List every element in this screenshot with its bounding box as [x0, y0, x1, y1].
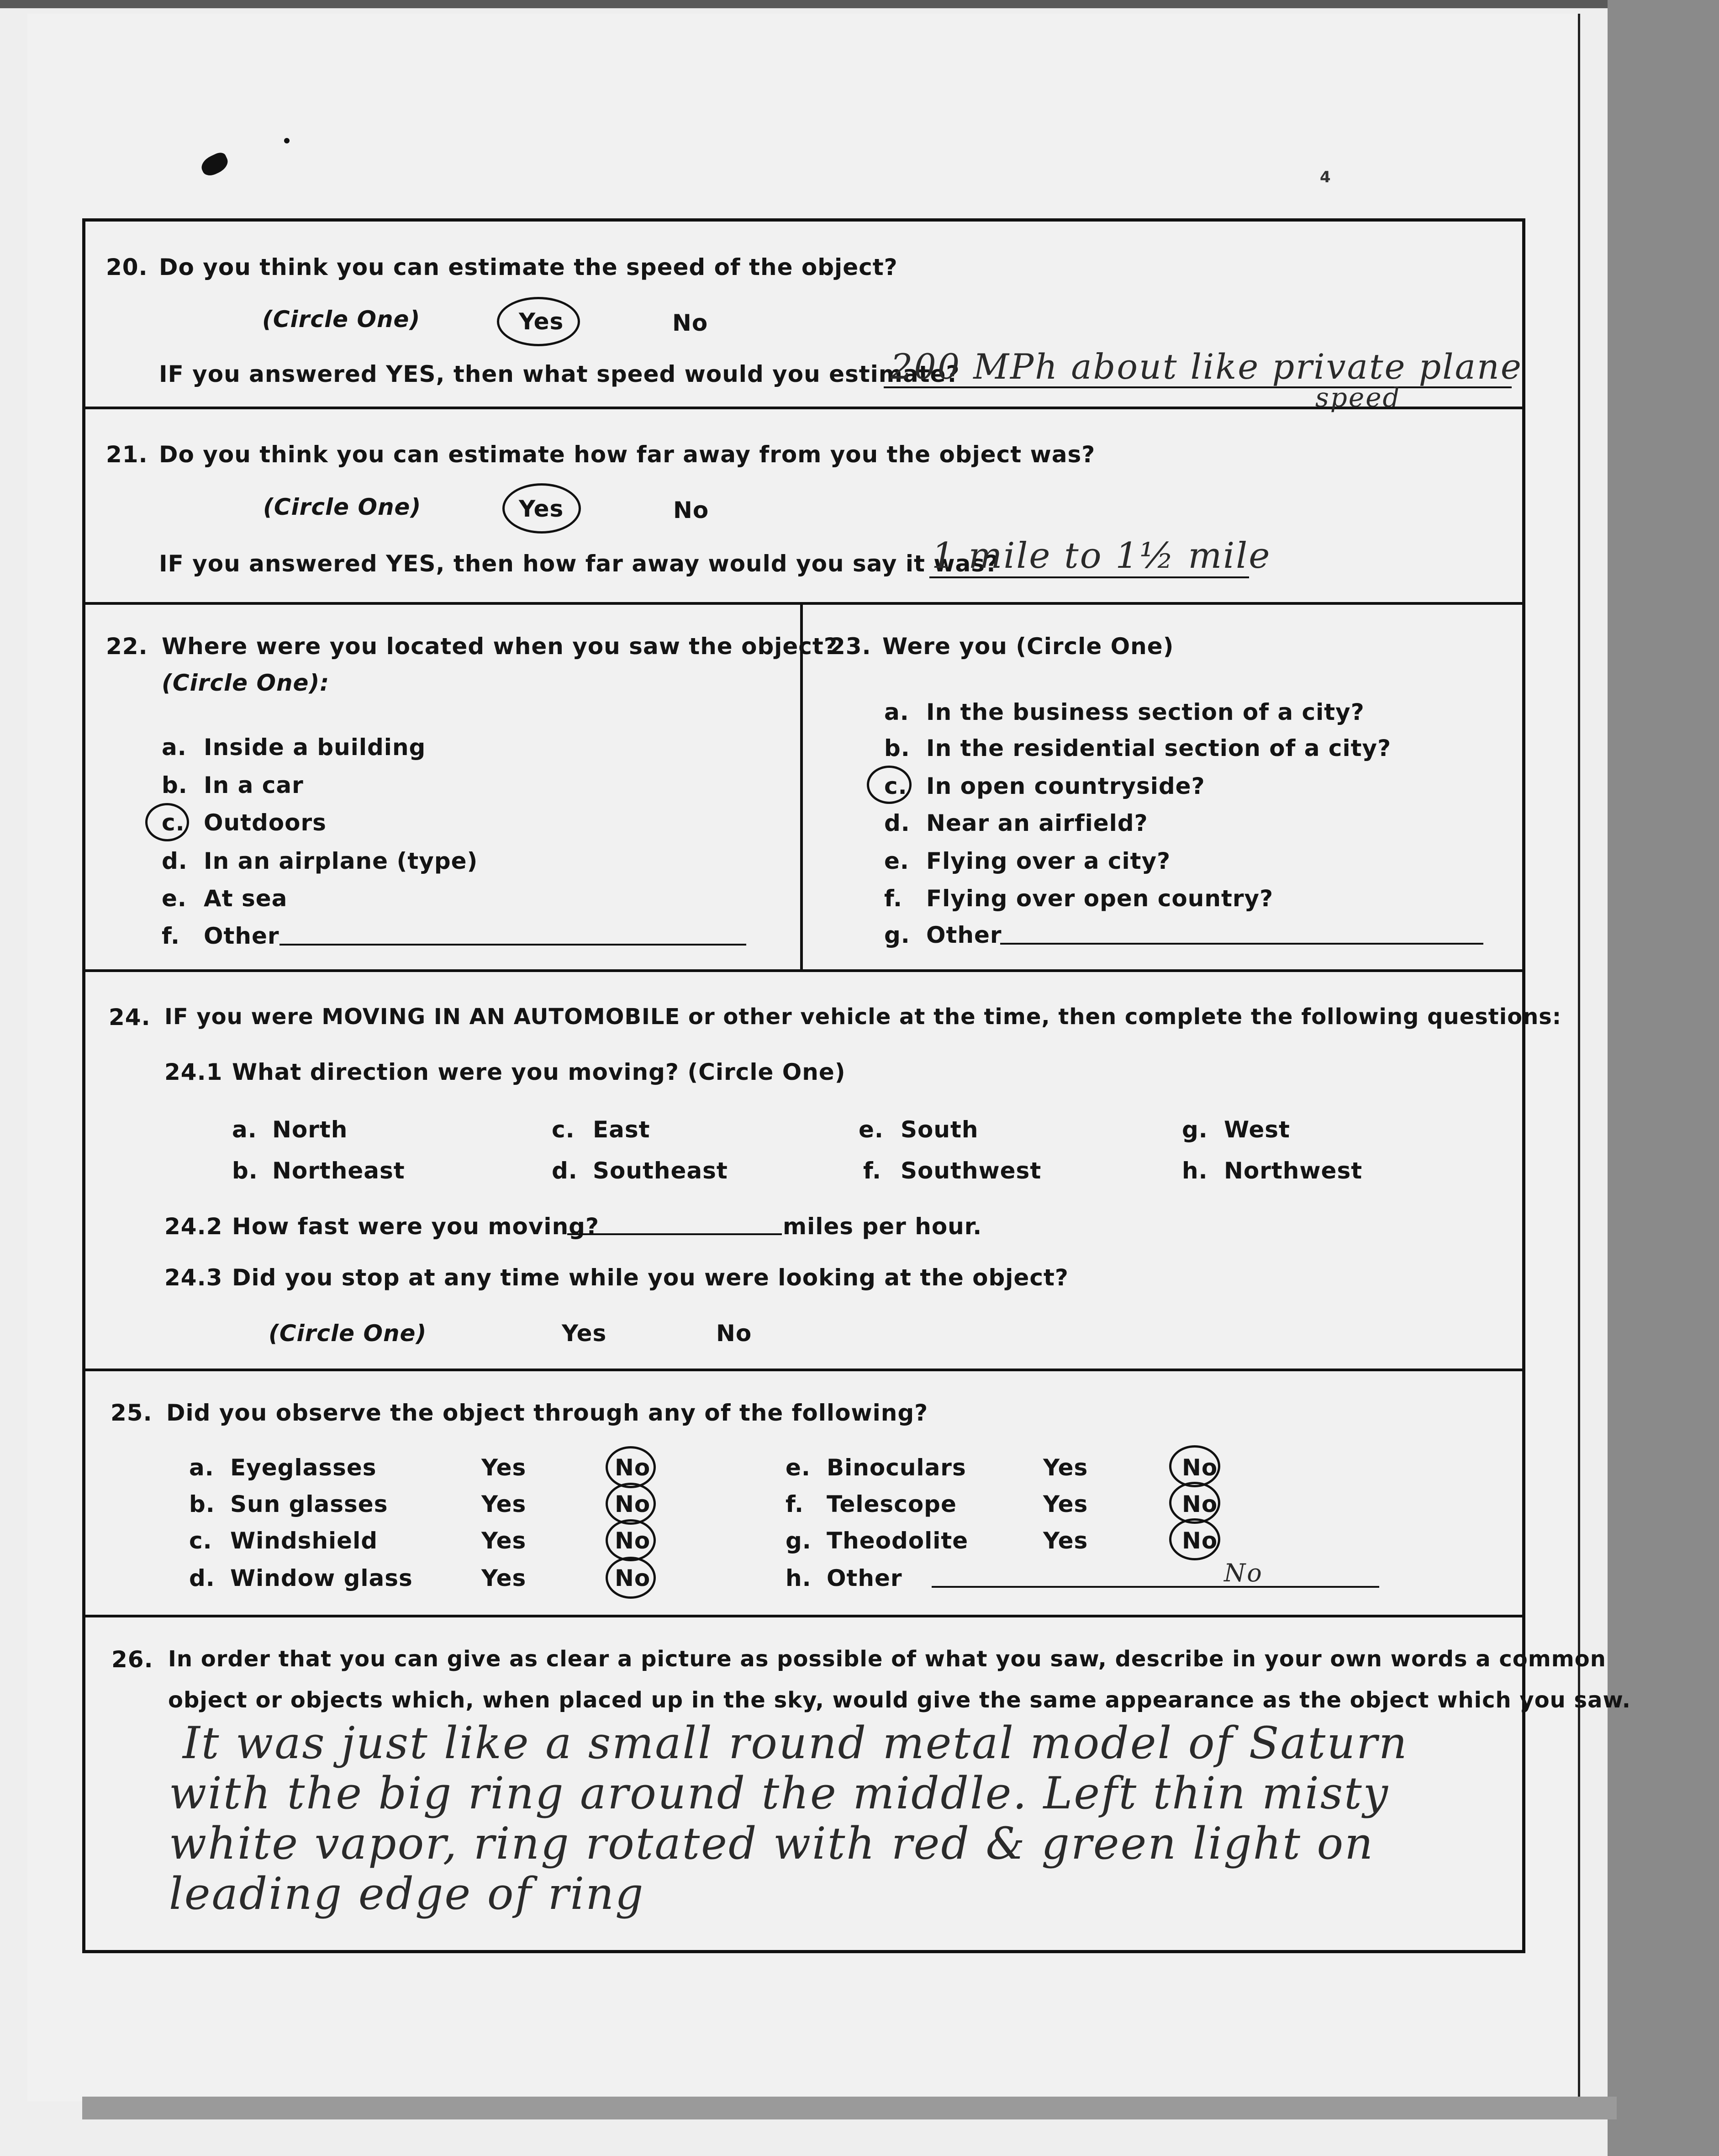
q20-circle-one: (Circle One): [262, 306, 421, 333]
q21-circle-one: (Circle One): [263, 494, 422, 520]
q25-eyeglasses: Eyeglasses: [230, 1454, 377, 1481]
q25-e-letter: e.: [786, 1454, 811, 1481]
q21-question: Do you think you can estimate how far away from you the object was?: [159, 441, 1096, 468]
q26-answer-line-1: It was just like a small round metal model of Saturn: [183, 1717, 1408, 1769]
q22-option-b[interactable]: In a car: [204, 772, 304, 798]
q25-d-letter: d.: [189, 1565, 215, 1591]
q25-number: 25.: [111, 1400, 153, 1426]
q20-answer: 200 MPh about like private plane: [891, 346, 1523, 387]
q23-option-d[interactable]: Near an airfield?: [926, 810, 1148, 836]
q24-3-number: 24.3: [164, 1264, 223, 1291]
q25-windshield: Windshield: [230, 1527, 378, 1554]
divider-23-24: [82, 969, 1525, 972]
q21-answer: 1 mile to 1½ mile: [932, 535, 1271, 576]
q25-f-letter: f.: [786, 1491, 804, 1517]
dir-d-letter: d.: [552, 1157, 578, 1184]
q25-c-no-circle: [606, 1519, 656, 1561]
q25-c-yes[interactable]: Yes: [481, 1527, 527, 1554]
q25-f-no[interactable]: No: [1182, 1491, 1218, 1517]
q24-3-question: Did you stop at any time while you were looking at the object?: [232, 1264, 1069, 1291]
q24-2-unit: miles per hour.: [783, 1213, 982, 1240]
q23-option-f-letter: f.: [884, 885, 903, 912]
q25-f-yes[interactable]: Yes: [1043, 1491, 1088, 1517]
dir-southeast[interactable]: Southeast: [593, 1157, 728, 1184]
q25-c-no[interactable]: No: [615, 1527, 651, 1554]
q25-other-answer: No: [1224, 1559, 1263, 1587]
q26-answer-line-3: white vapor, ring rotated with red & green light on: [169, 1818, 1375, 1869]
q25-e-no[interactable]: No: [1182, 1454, 1218, 1481]
q21-yes[interactable]: Yes: [519, 496, 564, 522]
dir-east[interactable]: East: [593, 1116, 650, 1143]
q25-e-no-circle: [1169, 1445, 1220, 1487]
q20-question: Do you think you can estimate the speed of the object?: [159, 254, 898, 280]
scan-top-edge: [0, 0, 1719, 8]
q25-a-letter: a.: [189, 1454, 214, 1481]
dir-south[interactable]: South: [901, 1116, 979, 1143]
q23-option-c[interactable]: In open countryside?: [926, 773, 1205, 799]
ink-dot: [284, 138, 290, 143]
q23-option-b-letter: b.: [884, 735, 910, 761]
q20-yes[interactable]: Yes: [519, 308, 564, 335]
divider-24-25: [82, 1369, 1525, 1371]
q21-yes-circle: [502, 483, 581, 534]
dir-f-letter: f.: [863, 1157, 882, 1184]
q20-number: 20.: [106, 254, 148, 280]
scan-right-edge: [1608, 0, 1719, 2156]
q23-option-a[interactable]: In the business section of a city?: [926, 699, 1365, 725]
q25-g-yes[interactable]: Yes: [1043, 1527, 1088, 1554]
q25-question: Did you observe the object through any of the following?: [166, 1400, 928, 1426]
q25-d-no-circle: [606, 1557, 656, 1599]
q25-f-no-circle: [1169, 1482, 1220, 1524]
q22-question: Where were you located when you saw the object?: [162, 633, 838, 660]
dir-g-letter: g.: [1182, 1116, 1208, 1143]
dir-c-letter: c.: [552, 1116, 575, 1143]
q25-d-yes[interactable]: Yes: [481, 1565, 527, 1591]
q25-c-letter: c.: [189, 1527, 212, 1554]
q26-answer-line-4: leading edge of ring: [169, 1868, 645, 1919]
q24-1-number: 24.1: [164, 1059, 223, 1085]
q22-option-c-letter: c.: [162, 809, 185, 836]
q20-followup: IF you answered YES, then what speed would you estimate?: [159, 361, 960, 387]
divider-20-21: [82, 407, 1525, 409]
q25-telescope: Telescope: [827, 1491, 957, 1517]
dir-a-letter: a.: [232, 1116, 257, 1143]
q26-answer-line-2: with the big ring around the middle. Left thin misty: [169, 1768, 1389, 1819]
q22-option-f-letter: f.: [162, 923, 180, 949]
dir-north[interactable]: North: [272, 1116, 348, 1143]
q23-option-g[interactable]: Other: [926, 922, 1002, 948]
dir-west[interactable]: West: [1224, 1116, 1290, 1143]
q24-number: 24.: [109, 1004, 151, 1030]
q22-circle-one: (Circle One):: [162, 670, 330, 696]
q20-no[interactable]: No: [672, 310, 708, 336]
q24-2-number: 24.2: [164, 1213, 223, 1240]
q23-option-c-letter: c.: [884, 773, 907, 799]
q23-option-e[interactable]: Flying over a city?: [926, 848, 1171, 874]
q23-option-a-letter: a.: [884, 699, 909, 725]
speed-moving-line[interactable]: [567, 1233, 782, 1235]
q25-b-yes[interactable]: Yes: [481, 1491, 527, 1517]
q25-a-yes[interactable]: Yes: [481, 1454, 527, 1481]
dir-h-letter: h.: [1182, 1157, 1208, 1184]
q24-3-circle-one: (Circle One): [269, 1320, 427, 1347]
q25-g-letter: g.: [786, 1527, 812, 1554]
q25-d-no[interactable]: No: [615, 1565, 651, 1591]
q25-a-no[interactable]: No: [615, 1454, 651, 1481]
q21-no[interactable]: No: [673, 497, 709, 523]
q22-option-c-circle: [145, 803, 189, 841]
q25-window-glass: Window glass: [230, 1565, 413, 1591]
q23-option-c-circle: [867, 766, 912, 804]
q23-option-d-letter: d.: [884, 810, 910, 836]
q23-option-e-letter: e.: [884, 848, 909, 874]
q25-b-no-circle: [606, 1483, 656, 1525]
q22-option-a-letter: a.: [162, 734, 187, 761]
dir-e-letter: e.: [859, 1116, 884, 1143]
q22-option-e-letter: e.: [162, 885, 187, 912]
q22-option-b-letter: b.: [162, 772, 188, 798]
q24-2-label: How fast were you moving?: [232, 1213, 599, 1240]
q23-option-g-letter: g.: [884, 922, 910, 948]
q23-number: 23.: [829, 633, 871, 660]
q23-option-b[interactable]: In the residential section of a city?: [926, 735, 1392, 761]
page-number: 4: [1320, 168, 1332, 186]
q24-3-no[interactable]: No: [716, 1320, 752, 1347]
q25-b-no[interactable]: No: [615, 1491, 651, 1517]
q22-option-d[interactable]: In an airplane (type): [204, 848, 478, 874]
divider-21-22: [82, 602, 1525, 605]
dir-b-letter: b.: [232, 1157, 258, 1184]
q25-g-no[interactable]: No: [1182, 1527, 1218, 1554]
q26-instructions-1: In order that you can give as clear a picture as possible of what you saw, describe in your own words a common: [168, 1646, 1606, 1672]
q26-number: 26.: [111, 1646, 153, 1673]
q20-yes-circle: [497, 297, 580, 346]
q25-g-no-circle: [1169, 1518, 1220, 1560]
q23-question: Were you (Circle One): [882, 633, 1174, 660]
q25-other-line[interactable]: [932, 1586, 1379, 1588]
q21-number: 21.: [106, 441, 148, 468]
q25-e-yes[interactable]: Yes: [1043, 1454, 1088, 1481]
q21-answer-line: [929, 576, 1249, 578]
q25-theodolite: Theodolite: [827, 1527, 969, 1554]
q25-other-label: Other: [827, 1565, 902, 1591]
q22-option-f[interactable]: Other: [204, 923, 279, 949]
q25-a-no-circle: [606, 1446, 656, 1488]
q24-1-question: What direction were you moving? (Circle One): [232, 1059, 846, 1085]
q22-option-d-letter: d.: [162, 848, 188, 874]
q24-question: IF you were MOVING IN AN AUTOMOBILE or other vehicle at the time, then complete the following questions:: [164, 1004, 1562, 1030]
q23-other-line[interactable]: [1000, 943, 1483, 945]
q22-number: 22.: [106, 633, 148, 660]
q26-instructions-2: object or objects which, when placed up in the sky, would give the same appearance as the object which you saw.: [168, 1687, 1631, 1713]
q24-3-yes[interactable]: Yes: [562, 1320, 607, 1347]
q20-answer-cont: speed: [1315, 382, 1401, 413]
q22-option-c[interactable]: Outdoors: [204, 809, 327, 836]
q25-b-letter: b.: [189, 1491, 215, 1517]
dir-northeast[interactable]: Northeast: [272, 1157, 405, 1184]
divider-25-26: [82, 1615, 1525, 1617]
scan-bottom-shadow: [82, 2097, 1617, 2119]
dir-southwest[interactable]: Southwest: [901, 1157, 1042, 1184]
q22-option-a[interactable]: Inside a building: [204, 734, 426, 761]
q25-sun-glasses: Sun glasses: [230, 1491, 388, 1517]
q22-option-e[interactable]: At sea: [204, 885, 288, 912]
q23-option-f[interactable]: Flying over open country?: [926, 885, 1274, 912]
q22-other-line[interactable]: [279, 944, 746, 946]
dir-northwest[interactable]: Northwest: [1224, 1157, 1363, 1184]
q25-h-letter: h.: [786, 1565, 812, 1591]
q25-binoculars: Binoculars: [827, 1454, 966, 1481]
q21-followup: IF you answered YES, then how far away would you say it was?: [159, 550, 999, 577]
